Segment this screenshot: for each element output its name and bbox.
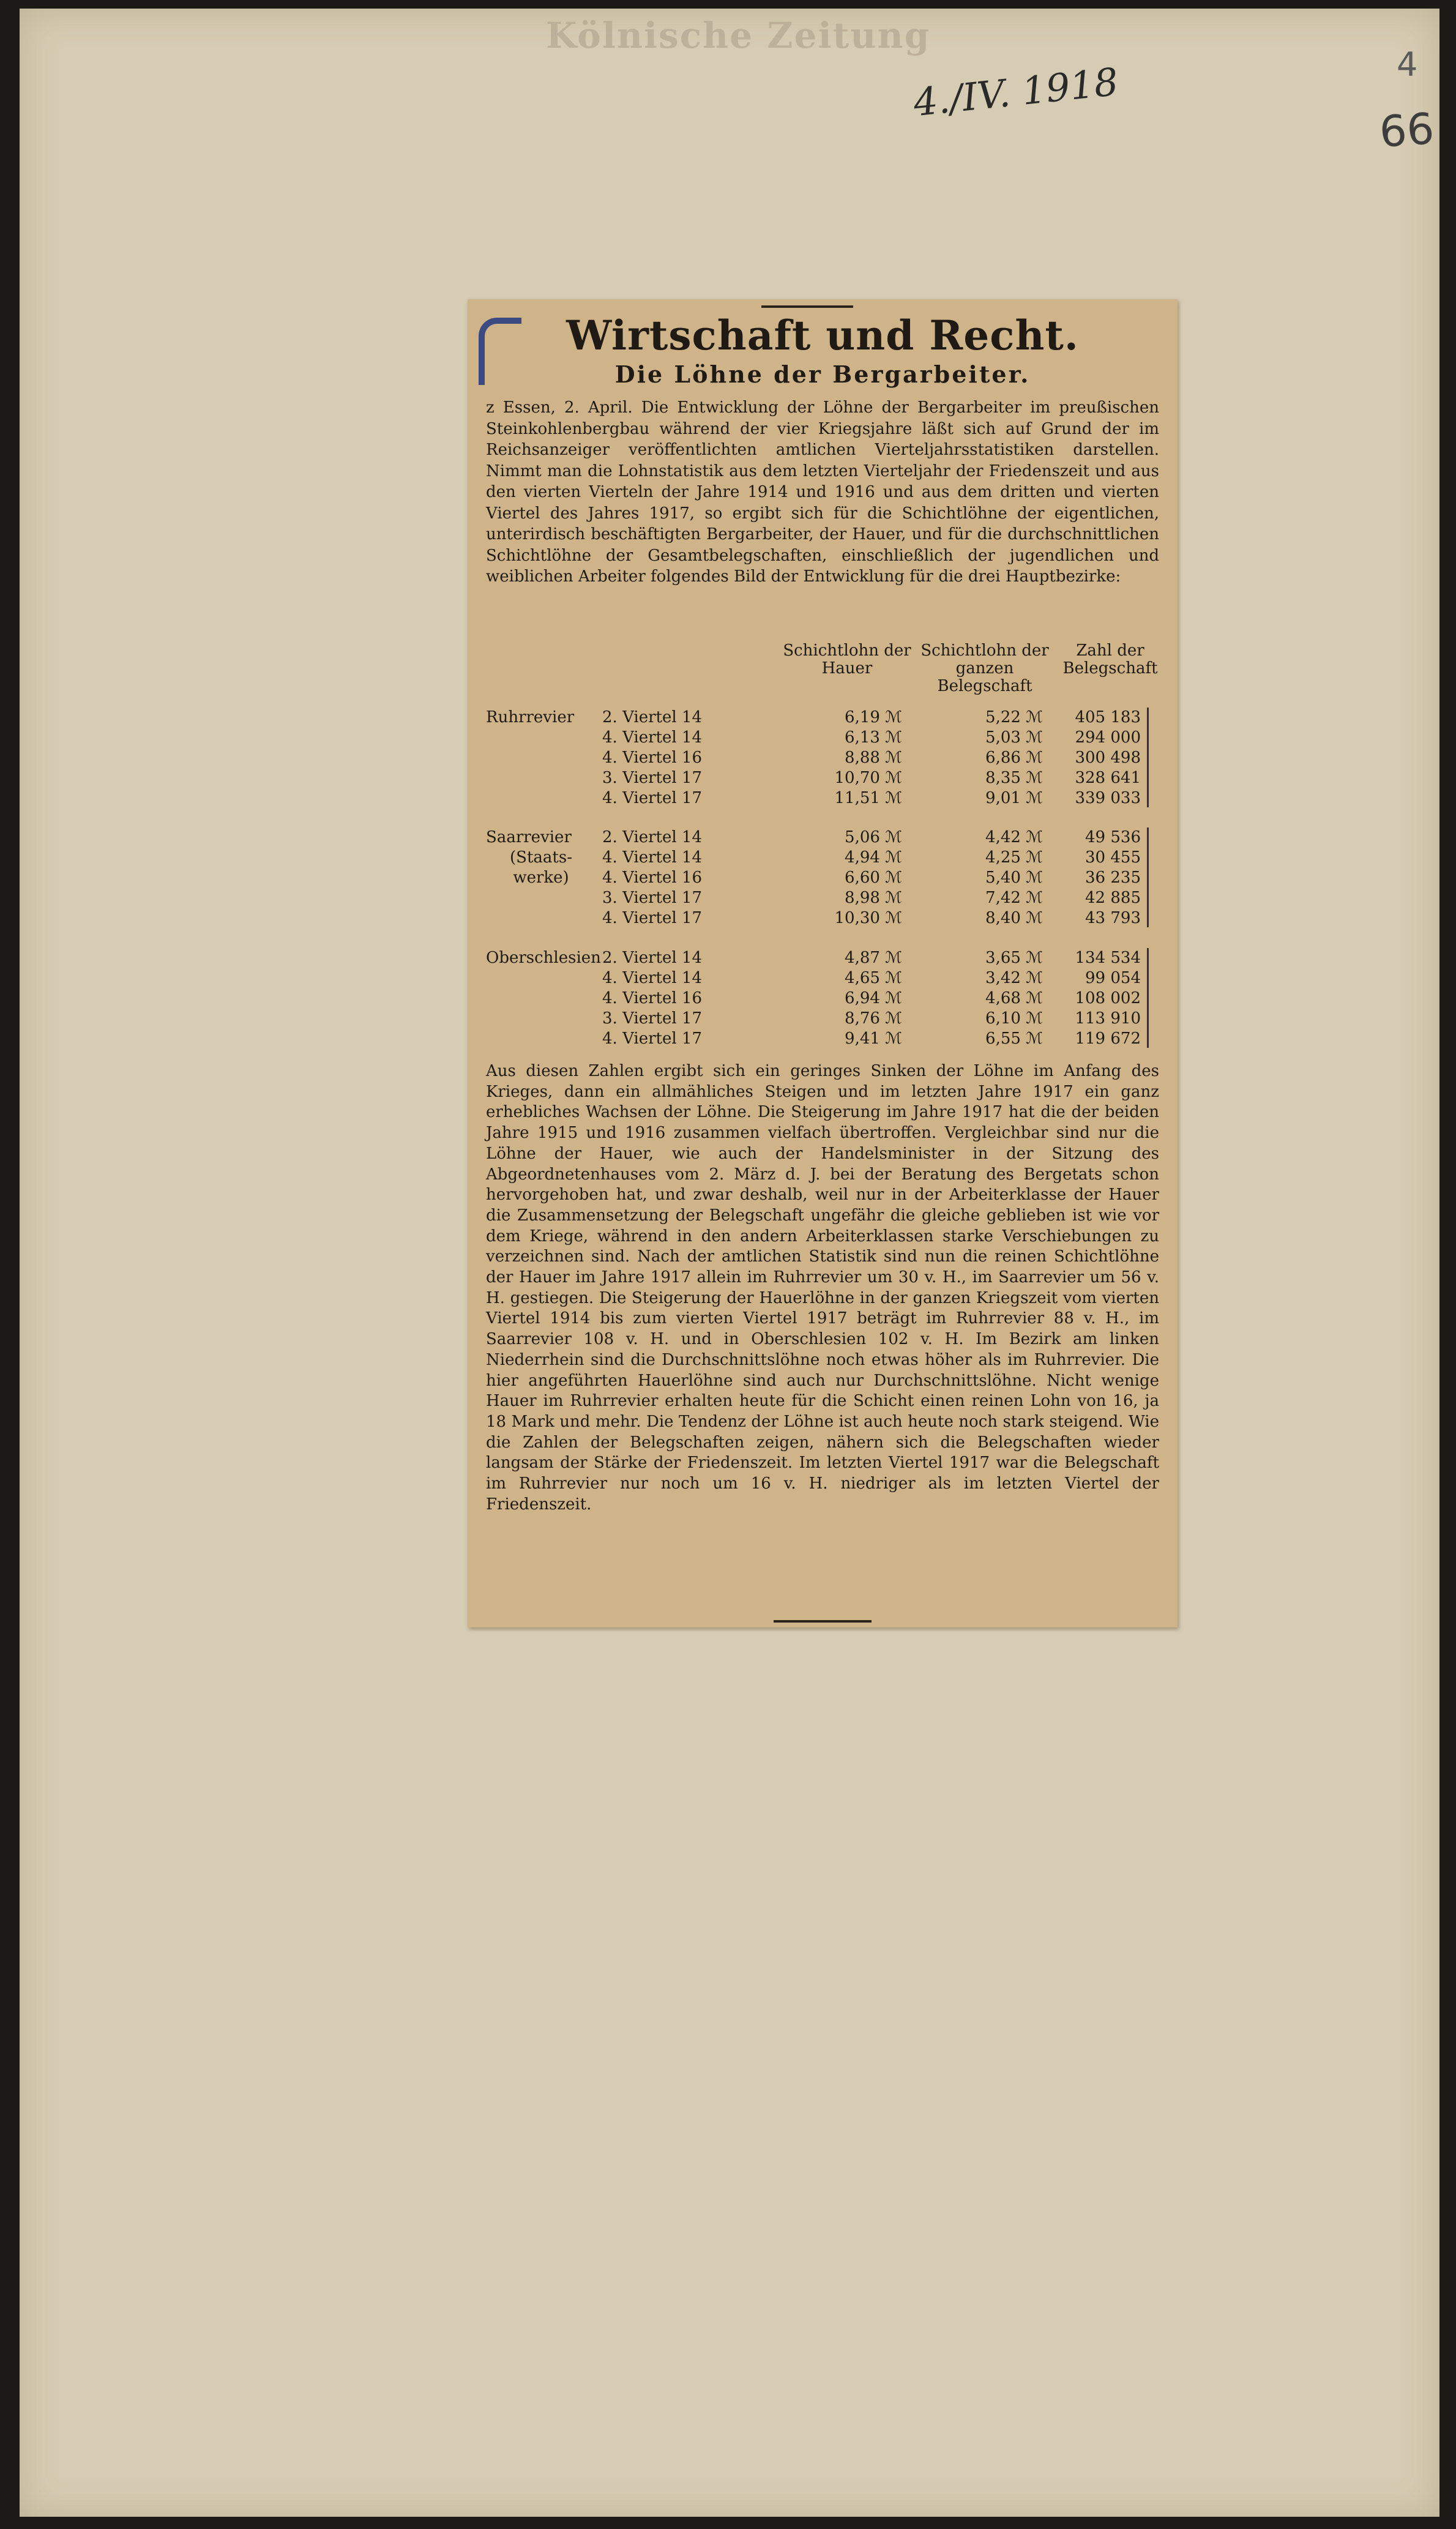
- workforce-count: 113 910: [1075, 1009, 1141, 1028]
- quarter: 4. Viertel 17: [602, 1029, 703, 1048]
- wage-hauer: 9,41 ℳ: [845, 1029, 902, 1048]
- wage-belegschaft: 8,35 ℳ: [985, 769, 1043, 787]
- wage-hauer: 8,98 ℳ: [845, 889, 902, 907]
- quarter: 2. Viertel 14: [602, 708, 703, 727]
- table-row: [486, 888, 1165, 908]
- workforce-count: 30 455: [1085, 848, 1141, 867]
- region-name: Ruhrrevier: [486, 708, 575, 727]
- wage-belegschaft: 5,22 ℳ: [985, 708, 1043, 727]
- workforce-count: 36 235: [1085, 869, 1141, 887]
- quarter: 4. Viertel 17: [602, 789, 703, 807]
- bottom-rule: [774, 1620, 872, 1623]
- workforce-count: 328 641: [1075, 769, 1141, 787]
- region-name: Saarrevier: [486, 828, 572, 846]
- wage-hauer: 8,76 ℳ: [845, 1009, 902, 1028]
- table-row: [486, 768, 1165, 788]
- article-headline: Wirtschaft und Recht.: [566, 312, 1079, 359]
- column-header-belegschaft: Schichtlohn der ganzen Belegschaft: [920, 641, 1049, 695]
- wage-belegschaft: 4,42 ℳ: [985, 828, 1043, 846]
- wage-belegschaft: 3,42 ℳ: [985, 969, 1043, 987]
- folio-number-pencil: 4: [1397, 45, 1418, 84]
- quarter: 3. Viertel 17: [602, 769, 703, 787]
- wage-belegschaft: 6,55 ℳ: [985, 1029, 1043, 1048]
- archive-sheet: [20, 9, 1439, 2517]
- wage-hauer: 6,13 ℳ: [845, 728, 902, 747]
- workforce-count: 294 000: [1075, 728, 1141, 747]
- quarter: 2. Viertel 14: [602, 949, 703, 967]
- table-row: [486, 827, 1165, 848]
- column-header-hauer: Schichtlohn der Hauer: [783, 641, 911, 678]
- workforce-count: 339 033: [1075, 789, 1141, 807]
- column-header-zahl: Zahl der Belegschaft: [1062, 641, 1158, 678]
- wage-belegschaft: 4,25 ℳ: [985, 848, 1043, 867]
- table-row: [486, 708, 1165, 728]
- quarter: 2. Viertel 14: [602, 828, 703, 846]
- quarter: 4. Viertel 16: [602, 749, 703, 767]
- article-conclusion: Aus diesen Zahlen ergibt sich ein geringes Sinken der Löhne im Anfang des Krieges, dann ein allmähliches Steigen und im letzten Jahre 1917 ein ganz erhebliches Wachsen der Löhne. Die Steigerung im Jahre 1917 hat die der beiden Jahre 1915 und 1916 zusammen vielfach übertroffen. Vergleichbar sind nur die Löhne der Hauer, wie auch der Handelsminister in der Sitzung des Abgeordnetenhauses vom 2. März d. J. bei der Beratung des Bergetats schon hervorgehoben hat, und zwar deshalb, weil nur in der Arbeiterklasse der Hauer die Zusammensetzung der Belegschaft ungefähr die gleiche geblieben ist wie vor dem Kriege, während in den andern Arbeiterklassen starke Verschiebungen zu verzeichnen sind. Nach der amtlichen Statistik sind nun die reinen Schichtlöhne der Hauer im Jahre 1917 allein im Ruhrrevier um 30 v. H., im Saarrevier um 56 v. H. gestiegen. Die Steigerung der Hauerlöhne in der ganzen Kriegszeit vom vierten Viertel 1914 bis zum vierten Viertel 1917 beträgt im Ruhrrevier 88 v. H., im Saarrevier 108 v. H. und in Oberschlesien 102 v. H. Im Bezirk am linken Niederrhein sind die Durchschnittslöhne noch etwas höher als im Ruhrrevier. Die hier angeführten Hauerlöhne sind auch nur Durchschnittslöhne. Nicht wenige Hauer im Ruhrrevier erhalten heute für die Schicht einen reinen Lohn von 16, ja 18 Mark und mehr. Die Tendenz der Löhne ist auch heute noch stark steigend. Wie die Zahlen der Belegschaften zeigen, nähern sich die Belegschaften wieder langsam der Stärke der Friedenszeit. Im letzten Viertel 1917 war die Belegschaft im Ruhrrevier nur noch um 16 v. H. niedriger als im letzten Viertel der Friedenszeit.: [486, 1062, 1159, 1514]
- table-row: [486, 728, 1165, 748]
- wage-belegschaft: 9,01 ℳ: [985, 789, 1043, 807]
- workforce-count: 108 002: [1075, 989, 1141, 1007]
- workforce-count: 119 672: [1075, 1029, 1141, 1048]
- table-row: [486, 868, 1165, 888]
- workforce-count: 405 183: [1075, 708, 1141, 727]
- workforce-count: 300 498: [1075, 749, 1141, 767]
- wage-belegschaft: 6,86 ℳ: [985, 749, 1043, 767]
- region-name: Oberschlesien: [486, 949, 601, 967]
- wage-hauer: 6,94 ℳ: [845, 989, 902, 1007]
- table-row: [486, 968, 1165, 988]
- wage-hauer: 6,60 ℳ: [845, 869, 902, 887]
- wage-belegschaft: 7,42 ℳ: [985, 889, 1043, 907]
- wage-belegschaft: 3,65 ℳ: [985, 949, 1043, 967]
- quarter: 4. Viertel 14: [602, 969, 703, 987]
- workforce-count: 134 534: [1075, 949, 1141, 967]
- quarter: 3. Viertel 17: [602, 1009, 703, 1028]
- region-name-extra: (Staats-werke): [510, 848, 572, 887]
- pencil-margin-mark: [1147, 827, 1149, 927]
- wage-belegschaft: 4,68 ℳ: [985, 989, 1043, 1007]
- table-row: [486, 788, 1165, 809]
- wage-hauer: 6,19 ℳ: [845, 708, 902, 727]
- table-row: [486, 908, 1165, 928]
- wage-hauer: 8,88 ℳ: [845, 749, 902, 767]
- newspaper-stamp: Kölnische Zeitung: [546, 15, 931, 56]
- article-intro: z Essen, 2. April. Die Entwicklung der Löhne der Bergarbeiter im preußischen Steinkohlenbergbau während der vier Kriegsjahre läßt sich auf Grund der im Reichsanzeiger veröffentlichten amtlichen Vierteljahrsstatistiken darstellen. Nimmt man die Lohnstatistik aus dem letzten Vierteljahr der Friedenszeit und aus den vierten Vierteln der Jahre 1914 und 1916 und aus dem dritten und vierten Viertel des Jahres 1917, so ergibt sich für die Schichtlöhne der eigentlichen, unterirdisch beschäftigten Bergarbeiter, der Hauer, und für die durchschnittlichen Schichtlöhne der Gesamtbelegschaften, einschließlich der jugendlichen und weiblichen Arbeiter folgendes Bild der Entwicklung für die drei Hauptbezirke:: [486, 398, 1159, 586]
- quarter: 4. Viertel 17: [602, 909, 703, 927]
- quarter: 4. Viertel 14: [602, 728, 703, 747]
- table-row: [486, 1029, 1165, 1049]
- workforce-count: 99 054: [1085, 969, 1141, 987]
- quarter: 3. Viertel 17: [602, 889, 703, 907]
- workforce-count: 49 536: [1085, 828, 1141, 846]
- wage-belegschaft: 5,40 ℳ: [985, 869, 1043, 887]
- quarter: 4. Viertel 16: [602, 989, 703, 1007]
- quarter: 4. Viertel 16: [602, 869, 703, 887]
- table-row: [486, 948, 1165, 968]
- wage-hauer: 4,65 ℳ: [845, 969, 902, 987]
- pencil-margin-mark: [1147, 948, 1149, 1048]
- wage-belegschaft: 6,10 ℳ: [985, 1009, 1043, 1028]
- handwritten-date: 4./IV. 1918: [911, 59, 1121, 125]
- wage-hauer: 10,70 ℳ: [834, 769, 902, 787]
- quarter: 4. Viertel 14: [602, 848, 703, 867]
- wage-belegschaft: 8,40 ℳ: [985, 909, 1043, 927]
- wage-hauer: 11,51 ℳ: [834, 789, 902, 807]
- pencil-margin-mark: [1147, 708, 1149, 807]
- folio-number: 66: [1378, 103, 1436, 158]
- wage-hauer: 4,87 ℳ: [845, 949, 902, 967]
- table-row: [486, 848, 1165, 868]
- table-row: [486, 748, 1165, 768]
- table-row: [486, 1009, 1165, 1029]
- article-subheadline: Die Löhne der Bergarbeiter.: [614, 360, 1031, 388]
- top-rule: [761, 305, 853, 308]
- wage-hauer: 10,30 ℳ: [834, 909, 902, 927]
- wage-belegschaft: 5,03 ℳ: [985, 728, 1043, 747]
- wage-hauer: 4,94 ℳ: [845, 848, 902, 867]
- wage-hauer: 5,06 ℳ: [845, 828, 902, 846]
- workforce-count: 42 885: [1085, 889, 1141, 907]
- newspaper-clipping: [468, 299, 1178, 1627]
- table-row: [486, 988, 1165, 1009]
- workforce-count: 43 793: [1085, 909, 1141, 927]
